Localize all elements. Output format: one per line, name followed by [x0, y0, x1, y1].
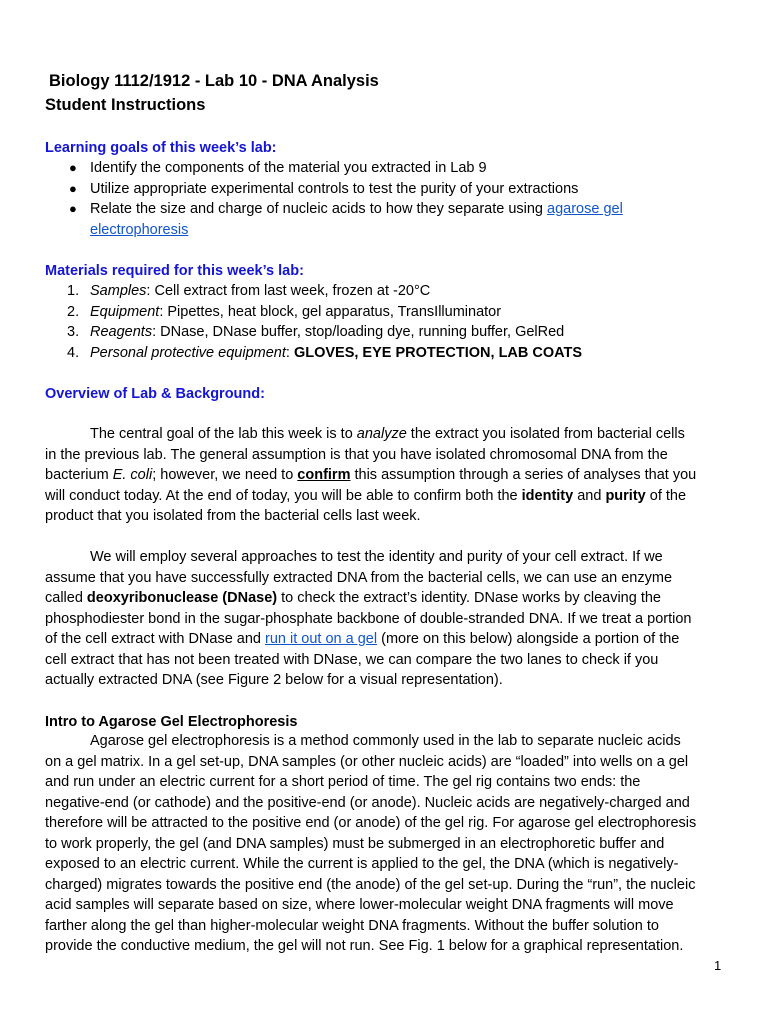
goal-text: Utilize appropriate experimental controls to test the purity of your extractions: [90, 180, 579, 197]
text-run: this assumption through a series of analyses that you: [350, 467, 697, 483]
intro-heading: Intro to Agarose Gel Electrophoresis: [45, 714, 298, 730]
text-run: E. coli: [112, 467, 153, 483]
text-run: deoxyribonuclease (DNase): [86, 590, 278, 606]
text-line: phosphodiester bond in the sugar-phosphate backbone of double-stranded DNA. If we treat a portion: [45, 610, 692, 627]
learning-goals-list: [45, 158, 735, 240]
text-line: on a gel matrix. In a gel set-up, DNA samples (or other nucleic acids) are “loaded” into wells on a gel: [45, 753, 689, 770]
list-item: [45, 179, 735, 200]
list-item: [45, 343, 735, 364]
materials-list: [45, 281, 735, 363]
text-line: exposed to an electric current. While the current is applied to the gel, the DNA (which is negatively-: [45, 856, 679, 872]
bullet-icon: ●: [69, 180, 77, 196]
overview-paragraph-2: [45, 547, 725, 691]
text-run: to check the extract’s identity. DNase works by cleaving the: [277, 590, 661, 606]
text-line: Agarose gel electrophoresis is a method commonly used in the lab to separate nucleic acids: [90, 733, 681, 749]
text-run: analyze: [356, 426, 407, 442]
list-item: [45, 158, 735, 179]
text-line: in the previous lab. The general assumption is that you have isolated chromosomal DNA from the: [45, 446, 668, 463]
list-number: 4.: [67, 344, 80, 361]
text-line: charged) migrates towards the positive end (the anode) of the gel set-up. During the “run”, the nucleic: [45, 876, 696, 893]
overview-paragraph-1: [45, 424, 725, 527]
text-run: (more on this below) alongside a portion of the: [377, 631, 680, 647]
list-number: 1.: [67, 283, 80, 299]
text-line: product that you isolated from the bacterial cells last week.: [45, 508, 421, 524]
text-line: farther along the gel than higher-molecular weight DNA fragments. Without the buffer solution to: [45, 917, 659, 934]
overview-heading: Overview of Lab & Background:: [45, 386, 265, 402]
text-run: of the: [645, 487, 687, 504]
text-run: the extract you isolated from bacterial cells: [406, 426, 685, 442]
text-line: acid samples will separate based on size, where lower-molecular weight DNA fragments will move: [45, 897, 674, 913]
list-item: [45, 199, 735, 240]
text-line: cell extract that has not been treated with DNase, we can compare the two lanes to check if you: [45, 651, 659, 668]
text-run: and: [573, 487, 606, 504]
text-line: We will employ several approaches to test the identity and purity of your cell extract. If we: [90, 549, 663, 565]
text-run: ; however, we need to: [152, 467, 298, 483]
material-text: :: [285, 344, 294, 361]
text-line: provide the conductive medium, the gel will not run. See Fig. 1 below for a graphical representation.: [45, 938, 684, 954]
text-line: therefore will be attracted to the positive end (or anode) of the gel rig. For agarose gel electrophoresis: [45, 815, 697, 831]
list-number: 3.: [67, 324, 80, 340]
intro-paragraph: [45, 731, 725, 957]
goal-text: Identify the components of the material you extracted in Lab 9: [90, 160, 487, 176]
list-item: [45, 302, 735, 323]
text-run: confirm: [297, 467, 351, 483]
material-term: Samples: [90, 283, 147, 299]
text-line: negative-end (or cathode) and the positive-end (or anode). Nucleic acids are negatively-charged and: [45, 794, 690, 811]
material-text: : Pipettes, heat block, gel apparatus, TransIlluminator: [159, 303, 502, 320]
ppe-emphasis: GLOVES, EYE PROTECTION, LAB COATS: [293, 344, 583, 361]
materials-heading: Materials required for this week’s lab:: [45, 263, 304, 279]
text-line: actually extracted DNA (see Figure 2 below for a visual representation).: [45, 672, 503, 688]
document-subtitle: Student Instructions: [45, 96, 206, 114]
text-run: of the cell extract with DNase and: [45, 631, 266, 647]
goal-text: Relate the size and charge of nucleic acids to how they separate using: [90, 201, 548, 217]
text-line: to work properly, the gel (and DNA samples) must be submerged in an electrophoretic buffer and: [45, 835, 665, 852]
electrophoresis-link[interactable]: electrophoresis: [90, 221, 189, 238]
material-text: : DNase, DNase buffer, stop/loading dye, running buffer, GelRed: [152, 324, 565, 340]
text-run: identity: [521, 487, 574, 504]
bullet-icon: ●: [69, 160, 77, 175]
list-item: [45, 322, 735, 343]
material-term: Reagents: [90, 324, 153, 340]
text-run: purity: [605, 487, 646, 504]
text-run: will conduct today. At the end of today, you will be able to confirm both the: [45, 487, 522, 504]
learning-goals-heading: Learning goals of this week’s lab:: [45, 140, 277, 156]
page-number: 1: [714, 958, 722, 973]
material-text: : Cell extract from last week, frozen at -20°C: [146, 283, 431, 299]
text-run: called: [45, 590, 87, 606]
text-line: and run under an electric current for a short period of time. The gel rig contains two ends: the: [45, 774, 641, 790]
agarose-gel-link[interactable]: agarose gel: [547, 201, 623, 217]
run-gel-link[interactable]: run it out on a gel: [265, 631, 378, 647]
material-term: Equipment: [90, 303, 160, 320]
text-run: bacterium: [45, 467, 113, 483]
list-number: 2.: [67, 303, 80, 320]
text-line: assume that you have successfully extracted DNA from the bacterial cells, we can use an enzyme: [45, 569, 673, 586]
list-item: [45, 281, 735, 302]
document-title: Biology 1112/1912 - Lab 10 - DNA Analysis: [49, 72, 379, 90]
text-run: The central goal of the lab this week is to: [90, 426, 357, 442]
material-term: Personal protective equipment: [90, 344, 286, 361]
bullet-icon: ●: [69, 201, 77, 216]
